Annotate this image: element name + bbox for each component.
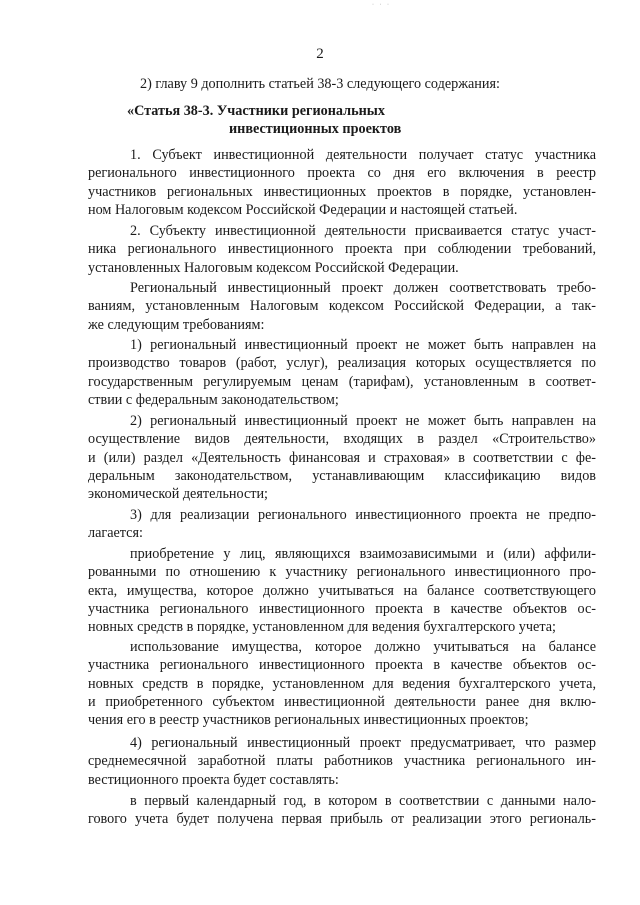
sub-item-acquisition — [88, 545, 596, 636]
text-line: 2) региональный инвестиционный проект не может быть направлен на — [130, 413, 596, 429]
page-number: 2 — [316, 46, 324, 62]
text-line: ваниям, установленным Налоговым кодексом Российской Федерации, а так- — [88, 298, 596, 315]
text-line: и приобретенного субъектом инвестиционной деятельности ранее дня вклю- — [88, 693, 596, 710]
text-line: установленных Налоговым кодексом Российской Федерации. — [88, 259, 459, 276]
text-line: и (или) раздел «Деятельность финансовая и страховая» в соответствии с фе- — [88, 449, 596, 466]
text-line: 4) региональный инвестиционный проект предусматривает, что размер — [130, 735, 596, 751]
text-line: ном Налоговым кодексом Российской Федерации и настоящей статьей. — [88, 201, 518, 218]
requirement-item-3 — [88, 506, 596, 543]
requirement-item-4 — [88, 734, 596, 789]
text-line: регионального инвестиционного проекта со дня его включения в реестр — [88, 165, 596, 182]
text-line: использование имущества, которое должно учитываться на балансе — [130, 639, 596, 655]
sub-item-property-use — [88, 638, 596, 729]
text-line: экономической деятельности; — [88, 486, 268, 503]
text-line: осуществление видов деятельности, входящих в раздел «Строительство» — [88, 431, 596, 448]
paragraph-1 — [88, 146, 596, 219]
text-line: чения его в реестр участников региональных инвестиционных проектов; — [88, 712, 529, 729]
text-line: приобретение у лиц, являющихся взаимозависимыми и (или) аффили- — [130, 546, 596, 562]
text-line: ника регионального инвестиционного проекта при соблюдении требований, — [88, 241, 596, 258]
text-line: деральным законодательством, устанавливающим классификацию видов — [88, 467, 596, 484]
paragraph-3 — [88, 279, 596, 334]
sub-item-first-year — [88, 792, 596, 829]
intro-line — [140, 75, 596, 93]
text-line: вестиционного проекта будет составлять: — [88, 771, 339, 788]
scan-top-marks: · · · — [372, 2, 391, 8]
text-line: 1) региональный инвестиционный проект не может быть направлен на — [130, 337, 596, 353]
text-line: новных средств в порядке, установленном для ведения бухгалтерского учета; — [88, 619, 556, 636]
text-line: лагается: — [88, 525, 143, 542]
requirement-item-1 — [88, 336, 596, 409]
text-line: в первый календарный год, в котором в соответствии с данными нало- — [130, 793, 596, 809]
text-line: среднемесячной заработной платы работников участника регионального ин- — [88, 753, 596, 770]
text-line: рованными по отношению к участнику регионального инвестиционного про- — [88, 564, 596, 581]
text-line: участников региональных инвестиционных проектов в порядке, установлен- — [88, 183, 596, 200]
text-line: гового учета будет получена первая прибыль от реализации этого региональ- — [88, 811, 596, 828]
text-line: участника регионального инвестиционного проекта в качестве объектов ос- — [88, 600, 596, 617]
text-line: 1. Субъект инвестиционной деятельности получает статус участника — [130, 147, 596, 163]
text-line: производство товаров (работ, услуг), реализация которых осуществляется по — [88, 355, 596, 372]
article-title-line-2: инвестиционных проектов — [229, 121, 402, 137]
text-line: участника регионального инвестиционного проекта в качестве объектов ос- — [88, 657, 596, 674]
text-line: ствии с федеральным законодательством; — [88, 391, 339, 408]
requirement-item-2 — [88, 412, 596, 503]
text-line: государственным регулируемым ценам (тарифам), установленным в соответ- — [88, 373, 596, 390]
text-line: же следующим требованиям: — [88, 316, 265, 333]
text-line: Региональный инвестиционный проект должен соответствовать требо- — [130, 280, 596, 296]
text-line: 2. Субъекту инвестиционной деятельности присваивается статус участ- — [130, 223, 596, 239]
text-line: 2) главу 9 дополнить статьей 38-3 следующего содержания: — [140, 76, 500, 92]
paragraph-2 — [88, 222, 596, 277]
text-line: 3) для реализации регионального инвестиционного проекта не предпо- — [130, 507, 596, 523]
text-line: новных средств в порядке, установленном для ведения бухгалтерского учета, — [88, 675, 596, 692]
article-title-line-1: «Статья 38-3. Участники региональных — [127, 103, 385, 119]
text-line: екта, имущества, которое должно учитываться на балансе соответствующего — [88, 582, 596, 599]
